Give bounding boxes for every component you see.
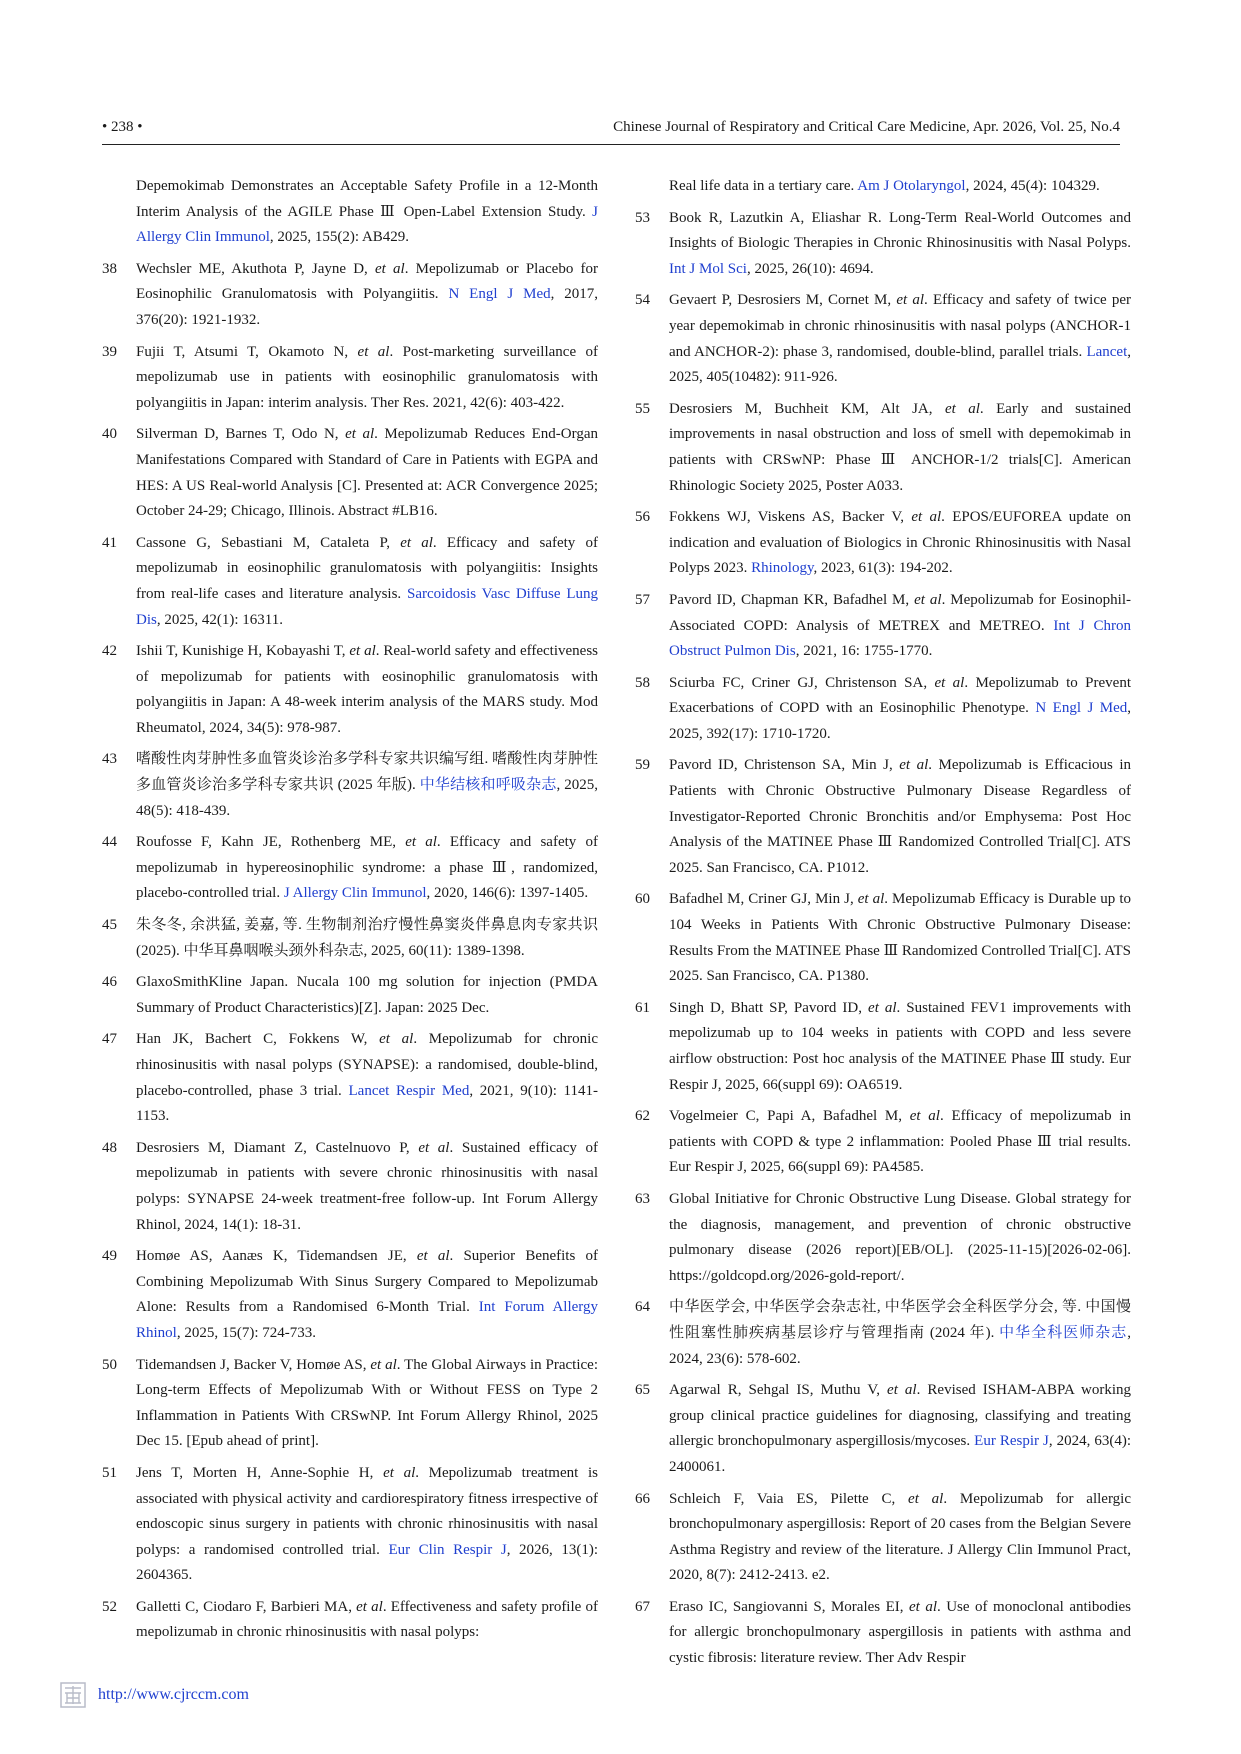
reference-51 xyxy=(102,1461,598,1589)
reference-text xyxy=(669,588,1131,665)
reference-fragment: . Mepolizumab for allergic bronchopulmonary aspergillosis: Report of 20 cases from the Belgian Severe Asthma Registry and review of the literature. J Allergy Clin Immunol Pract, 2020, 8(7): 2412-2413. e2. xyxy=(669,1490,1131,1584)
reference-fragment: GlaxoSmithKline Japan. Nucala 100 mg solution for injection (PMDA Summary of Product Characteristics)[Z]. Japan: 2025 Dec. xyxy=(136,974,598,1016)
reference-fragment: , 2020, 146(6): 1397-1405. xyxy=(426,885,589,902)
reference-number: 41 xyxy=(102,534,117,551)
reference-fragment: , 2017, 376(20): 1921-1932. xyxy=(136,286,598,328)
reference-fragment: , 2025, 405(10482): 911-926. xyxy=(669,343,1131,386)
reference-text xyxy=(136,747,598,824)
reference-56 xyxy=(635,505,1131,582)
reference-text xyxy=(136,970,598,1021)
et-al: et al xyxy=(909,1108,940,1125)
et-al: et al xyxy=(934,674,965,691)
reference-text xyxy=(669,397,1131,499)
reference-fragment: , 2023, 61(3): 194-202. xyxy=(813,560,953,577)
reference-text xyxy=(136,1136,598,1238)
reference-63 xyxy=(635,1187,1131,1289)
reference-fragment: Real life data in a tertiary care. xyxy=(669,178,858,194)
reference-fragment: 中华医学会, 中华医学会杂志社, 中华医学会全科医学分会, 等. 中国慢性阻塞性肺疾病基层诊疗与管理指南 (2024 年). xyxy=(669,1299,1131,1341)
reference-fragment: Wechsler ME, Akuthota P, Jayne D, xyxy=(136,260,376,277)
reference-text xyxy=(669,1595,1131,1672)
journal-link[interactable]: Rhinology xyxy=(751,560,814,577)
reference-number: 51 xyxy=(102,1464,117,1481)
journal-seal-icon xyxy=(58,1680,88,1710)
reference-64 xyxy=(635,1295,1131,1372)
et-al: et al xyxy=(887,1382,917,1399)
reference-text xyxy=(669,1187,1131,1289)
et-al: et al xyxy=(908,1490,944,1507)
reference-fragment: . Use of monoclonal antibodies for allergic bronchopulmonary aspergillosis in patients with asthma and cystic fibrosis: literature review. Ther Adv Respir xyxy=(669,1598,1131,1667)
journal-link[interactable]: N Engl J Med xyxy=(448,286,551,303)
reference-text xyxy=(136,1461,598,1589)
reference-text xyxy=(669,288,1131,390)
reference-fragment: . Early and sustained improvements in nasal obstruction and loss of smell with depemokimab in patients with CRSwNP: Phase Ⅲ ANCHOR-1/2 trials[C]. American Rhinologic Society 2025, Poster A033. xyxy=(669,400,1131,494)
reference-number: 47 xyxy=(102,1031,117,1048)
et-al: et al xyxy=(896,292,925,309)
reference-fragment: . Effectiveness and safety profile of mepolizumab in chronic rhinosinusitis with nasal polyps: xyxy=(136,1598,598,1641)
reference-text xyxy=(136,913,598,964)
reference-44 xyxy=(102,830,598,907)
reference-47 xyxy=(102,1027,598,1129)
reference-text xyxy=(669,174,1131,200)
reference-text xyxy=(669,505,1131,582)
et-al: et al xyxy=(416,1248,450,1265)
reference-39 xyxy=(102,340,598,417)
reference-number: 59 xyxy=(635,757,650,774)
reference-fragment: . Efficacy and safety of mepolizumab in eosinophilic granulomatosis with polyangiitis: Insights from real-life cases and literature analysis. xyxy=(136,534,599,602)
reference-fragment: , 2025, 48(5): 418-439. xyxy=(136,777,599,819)
reference-57 xyxy=(635,588,1131,665)
references-left-column xyxy=(102,174,598,1652)
et-al: et al xyxy=(379,1031,414,1048)
reference-text xyxy=(136,1027,598,1129)
reference-number: 46 xyxy=(102,974,117,991)
reference-number: 60 xyxy=(635,891,650,908)
reference-text xyxy=(136,1595,598,1646)
reference-52 xyxy=(102,1595,598,1646)
reference-38 xyxy=(102,257,598,334)
page-footer xyxy=(58,1680,458,1710)
reference-fragment: , 2025, 392(17): 1710-1720. xyxy=(669,700,1131,742)
et-al: et al xyxy=(909,1598,937,1615)
reference-text xyxy=(669,1295,1131,1372)
reference-number: 61 xyxy=(635,999,650,1016)
journal-link[interactable]: Int J Mol Sci xyxy=(669,260,747,277)
et-al: et al xyxy=(868,999,897,1016)
reference-62 xyxy=(635,1104,1131,1181)
reference-45 xyxy=(102,913,598,964)
reference-fragment: Fujii T, Atsumi T, Okamoto N, xyxy=(136,343,358,360)
reference-49 xyxy=(102,1244,598,1346)
reference-continuation xyxy=(635,174,1131,200)
reference-fragment: Bafadhel M, Criner GJ, Min J, xyxy=(669,891,858,908)
reference-fragment: , 2026, 13(1): 2604365. xyxy=(136,1541,599,1584)
reference-number: 58 xyxy=(635,674,650,691)
reference-fragment: Tidemandsen J, Backer V, Homøe AS, xyxy=(136,1356,371,1373)
reference-fragment: . Efficacy of mepolizumab in patients with COPD & type 2 inflammation: Pooled Phase Ⅲ trial results. Eur Respir J, 2025, 66(suppl 69): PA4585. xyxy=(669,1108,1131,1176)
reference-fragment: Vogelmeier C, Papi A, Bafadhel M, xyxy=(669,1108,910,1125)
reference-number: 48 xyxy=(102,1139,117,1156)
reference-number: 50 xyxy=(102,1356,117,1373)
et-al: et al xyxy=(400,534,433,551)
reference-fragment: Global Initiative for Chronic Obstructive Lung Disease. Global strategy for the diagnosis, management, and prevention of chronic obstructive pulmonary disease (2026 report)[EB/OL]. (2025-11-15)[2026-02-06]. https://goldcopd.org/2026-gold-report/. xyxy=(669,1190,1131,1284)
reference-number: 67 xyxy=(635,1598,650,1615)
reference-fragment: Ishii T, Kunishige H, Kobayashi T, xyxy=(136,643,350,660)
reference-number: 57 xyxy=(635,591,650,608)
reference-41 xyxy=(102,531,598,633)
reference-fragment: Pavord ID, Christenson SA, Min J, xyxy=(669,757,900,774)
reference-67 xyxy=(635,1595,1131,1672)
reference-fragment: . Mepolizumab to Prevent Exacerbations of COPD with an Eosinophilic Phenotype. xyxy=(669,674,1132,717)
reference-fragment: Galletti C, Ciodaro F, Barbieri MA, xyxy=(136,1598,357,1615)
et-al: et al xyxy=(857,891,885,908)
journal-citation: Chinese Journal of Respiratory and Critical Care Medicine, Apr. 2026, Vol. 25, No.4 xyxy=(613,119,1120,135)
reference-61 xyxy=(635,996,1131,1098)
journal-link[interactable]: Am J Otolaryngol xyxy=(857,178,966,194)
reference-number: 64 xyxy=(635,1299,650,1316)
reference-number: 62 xyxy=(635,1108,650,1125)
reference-text xyxy=(669,1378,1131,1480)
journal-link[interactable]: Lancet Respir Med xyxy=(348,1082,470,1099)
reference-fragment: Singh D, Bhatt SP, Pavord ID, xyxy=(669,999,869,1016)
reference-number: 56 xyxy=(635,509,650,526)
reference-fragment: . Mepolizumab for Eosinophil-Associated COPD: Analysis of METREX and METREO. xyxy=(669,591,1131,634)
journal-link[interactable]: 中华全科医师杂志 xyxy=(999,1324,1128,1341)
reference-text xyxy=(669,1487,1131,1589)
reference-fragment: , 2025, 155(2): AB429. xyxy=(269,229,410,246)
reference-number: 42 xyxy=(102,643,117,660)
reference-number: 53 xyxy=(635,209,650,226)
reference-fragment: . Mepolizumab Reduces End-Organ Manifestations Compared with Standard of Care in Patients with EGPA and HES: A US Real-world Analysis [C]. Presented at: ACR Convergence 2025; October 24-29; Chicago, Illinois. Abstract #LB16. xyxy=(136,426,598,520)
et-al: et al xyxy=(914,591,942,608)
reference-text xyxy=(669,671,1131,748)
reference-fragment: Silverman D, Barnes T, Odo N, xyxy=(136,426,346,443)
reference-number: 43 xyxy=(102,751,117,768)
reference-number: 45 xyxy=(102,917,117,934)
reference-number: 65 xyxy=(635,1382,650,1399)
reference-text xyxy=(669,206,1131,283)
reference-fragment: . Revised ISHAM-ABPA working group clinical practice guidelines for diagnosing, classifying and treating allergic bronchopulmonary aspergillosis/mycoses. xyxy=(669,1382,1131,1450)
reference-number: 66 xyxy=(635,1490,650,1507)
reference-fragment: . Mepolizumab for chronic rhinosinusitis with nasal polyps (SYNAPSE): a randomised, double-blind, placebo-controlled, phase 3 trial. xyxy=(136,1031,598,1099)
reference-text xyxy=(136,1244,598,1346)
reference-50 xyxy=(102,1353,598,1455)
reference-number: 38 xyxy=(102,260,117,277)
reference-fragment: Han JK, Bachert C, Fokkens W, xyxy=(136,1031,380,1048)
reference-fragment: . Mepolizumab Efficacy is Durable up to 104 Weeks in Patients With Chronic Obstructive Pulmonary Disease: Results From the MATINEE Phase Ⅲ Randomized Controlled Trial[C]. ATS 2025. San Francisco, CA. P1380. xyxy=(669,891,1131,985)
reference-text xyxy=(136,340,598,417)
journal-link[interactable]: Eur Clin Respir J xyxy=(388,1541,507,1558)
reference-48 xyxy=(102,1136,598,1238)
reference-fragment: Depemokimab Demonstrates an Acceptable Safety Profile in a 12-Month Interim Analysis of the AGILE Phase Ⅲ Open-Label Extension Study. xyxy=(136,178,598,220)
et-al: et al xyxy=(383,1464,416,1481)
reference-number: 54 xyxy=(635,292,650,309)
reference-55 xyxy=(635,397,1131,499)
reference-fragment: , 2021, 16: 1755-1770. xyxy=(795,643,933,660)
reference-fragment: Homøe AS, Aanæs K, Tidemandsen JE, xyxy=(136,1248,417,1265)
reference-46 xyxy=(102,970,598,1021)
et-al: et al xyxy=(944,400,980,417)
reference-fragment: . Mepolizumab or Placebo for Eosinophilic Granulomatosis with Polyangiitis. xyxy=(136,260,599,303)
journal-link[interactable]: Lancet xyxy=(1086,343,1128,360)
reference-text xyxy=(136,257,598,334)
reference-fragment: . Mepolizumab treatment is associated with physical activity and cardiorespiratory fitness irrespective of endoscopic sinus surgery in patients with chronic rhinosinusitis with nasal polyps: a randomised controlled trial. xyxy=(136,1464,598,1558)
journal-link[interactable]: 中华结核和呼吸杂志 xyxy=(419,777,557,794)
references-right-column xyxy=(635,174,1131,1678)
page-number: • 238 • xyxy=(102,119,143,135)
journal-link[interactable]: Int J Chron Obstruct Pulmon Dis xyxy=(669,617,1131,660)
reference-fragment: Desrosiers M, Diamant Z, Castelnuovo P, xyxy=(136,1139,419,1156)
journal-link[interactable]: J Allergy Clin Immunol xyxy=(136,203,598,246)
reference-fragment: Roufosse F, Kahn JE, Rothenberg ME, xyxy=(136,834,406,851)
reference-number: 44 xyxy=(102,834,117,851)
reference-42 xyxy=(102,639,598,741)
reference-text xyxy=(669,996,1131,1098)
reference-text xyxy=(136,422,598,524)
reference-number: 39 xyxy=(102,343,117,360)
reference-66 xyxy=(635,1487,1131,1589)
reference-fragment: 嗜酸性肉芽肿性多血管炎诊治多学科专家共识编写组. 嗜酸性肉芽肿性多血管炎诊治多学科专家共识 (2025 年版). xyxy=(136,751,598,794)
reference-58 xyxy=(635,671,1131,748)
reference-fragment: Cassone G, Sebastiani M, Cataleta P, xyxy=(136,534,401,551)
reference-60 xyxy=(635,887,1131,989)
reference-fragment: , 2025, 15(7): 724-733. xyxy=(176,1324,316,1341)
reference-number: 52 xyxy=(102,1598,117,1615)
reference-65 xyxy=(635,1378,1131,1480)
reference-fragment: Fokkens WJ, Viskens AS, Backer V, xyxy=(669,509,912,526)
et-al: et al xyxy=(375,260,405,277)
et-al: et al xyxy=(405,834,437,851)
reference-fragment: . Mepolizumab is Efficacious in Patients with Chronic Obstructive Pulmonary Disease Regardless of Investigator-Reported Chronic Bronchitis and/or Emphysema: Post Hoc Analysis of the MATINEE Phase Ⅲ Randomized Controlled Trial[C]. ATS 2025. San Francisco, CA. P1012. xyxy=(669,757,1132,876)
reference-fragment: . Efficacy and safety of mepolizumab in hypereosinophilic syndrome: a phase Ⅲ, randomized, placebo-controlled trial. xyxy=(136,834,598,902)
reference-fragment: . EPOS/EUFOREA update on indication and evaluation of Biologics in Chronic Rhinosinusitis with Nasal Polyps 2023. xyxy=(669,509,1131,577)
reference-fragment: . Sustained efficacy of mepolizumab in patients with severe chronic rhinosinusitis with nasal polyps: SYNAPSE 24-week treatment-free follow-up. Int Forum Allergy Rhinol, 2024, 14(1): 18-31. xyxy=(136,1139,599,1233)
reference-59 xyxy=(635,753,1131,881)
reference-text xyxy=(136,1353,598,1455)
journal-link[interactable]: N Engl J Med xyxy=(1035,700,1128,717)
reference-text xyxy=(669,753,1131,881)
reference-fragment: Sciurba FC, Criner GJ, Christenson SA, xyxy=(669,674,935,691)
reference-fragment: , 2024, 45(4): 104329. xyxy=(965,178,1100,194)
journal-link[interactable]: Sarcoidosis Vasc Diffuse Lung Dis xyxy=(136,585,598,628)
reference-fragment: . Superior Benefits of Combining Mepolizumab With Sinus Surgery Compared to Mepolizumab Alone: Results from a Randomised 6-Month Trial. xyxy=(136,1248,599,1316)
et-al: et al xyxy=(370,1356,397,1373)
reference-fragment: , 2025, 26(10): 4694. xyxy=(746,260,874,277)
reference-fragment: . Real-world safety and effectiveness of mepolizumab for patients with eosinophilic granulomatosis with polyangiitis in Japan: A 48-week interim analysis of the MARS study. Mod Rheumatol, 2024, 34(5): 978-987. xyxy=(136,643,598,736)
et-al: et al xyxy=(349,643,376,660)
et-al: et al xyxy=(356,1598,383,1615)
reference-text xyxy=(136,531,598,633)
reference-text xyxy=(136,830,598,907)
reference-text xyxy=(669,1104,1131,1181)
reference-fragment: . The Global Airways in Practice: Long-term Effects of Mepolizumab With or Without FESS on Type 2 Inflammation in Patients With CRSwNP. Int Forum Allergy Rhinol, 2025 Dec 15. [Epub ahead of print]. xyxy=(136,1356,598,1450)
reference-43 xyxy=(102,747,598,824)
reference-54 xyxy=(635,288,1131,390)
reference-fragment: Gevaert P, Desrosiers M, Cornet M, xyxy=(669,292,897,309)
reference-fragment: Schleich F, Vaia ES, Pilette C, xyxy=(669,1490,909,1507)
reference-fragment: Book R, Lazutkin A, Eliashar R. Long-Term Real-World Outcomes and Insights of Biologic Therapies in Chronic Rhinosinusitis with Nasal Polyps. xyxy=(669,209,1131,252)
reference-fragment: 朱冬冬, 余洪猛, 姜嘉, 等. 生物制剂治疗慢性鼻窦炎伴鼻息肉专家共识 (2025). 中华耳鼻咽喉头颈外科杂志, 2025, 60(11): 1389-1398. xyxy=(136,917,598,959)
et-al: et al xyxy=(899,757,929,774)
reference-text xyxy=(136,174,598,251)
et-al: et al xyxy=(357,343,390,360)
reference-fragment: , 2025, 42(1): 16311. xyxy=(156,611,283,628)
reference-fragment: Desrosiers M, Buchheit KM, Alt JA, xyxy=(669,400,945,417)
journal-link[interactable]: Eur Respir J xyxy=(974,1433,1049,1450)
reference-text xyxy=(136,639,598,741)
reference-fragment: . Sustained FEV1 improvements with mepolizumab up to 104 weeks in patients with COPD and less severe airflow obstruction: Post hoc analysis of the MATINEE Phase Ⅲ study. Eur Respir J, 2025, 66(suppl 69): OA6519. xyxy=(669,999,1132,1093)
reference-fragment: , 2021, 9(10): 1141-1153. xyxy=(136,1082,598,1125)
journal-link[interactable]: J Allergy Clin Immunol xyxy=(283,885,427,902)
reference-53 xyxy=(635,206,1131,283)
reference-fragment: . Post-marketing surveillance of mepolizumab use in patients with eosinophilic granulomatosis with polyangiitis in Japan: interim analysis. Ther Res. 2021, 42(6): 403-422. xyxy=(136,343,598,411)
reference-continuation xyxy=(102,174,598,251)
running-header xyxy=(102,118,1120,145)
reference-number: 63 xyxy=(635,1190,650,1207)
et-al: et al xyxy=(911,509,942,526)
reference-text xyxy=(669,887,1131,989)
reference-fragment: , 2024, 23(6): 578-602. xyxy=(669,1324,1131,1367)
reference-fragment: Jens T, Morten H, Anne-Sophie H, xyxy=(136,1464,384,1481)
reference-fragment: Eraso IC, Sangiovanni S, Morales EI, xyxy=(669,1598,909,1615)
reference-number: 40 xyxy=(102,426,117,443)
reference-fragment: . Efficacy and safety of twice per year depemokimab in chronic rhinosinusitis with nasal polyps (ANCHOR-1 and ANCHOR-2): phase 3, randomised, double-blind, parallel trials. xyxy=(669,292,1131,360)
et-al: et al xyxy=(345,426,375,443)
journal-website-link[interactable]: http://www.cjrccm.com xyxy=(98,1686,249,1703)
reference-40 xyxy=(102,422,598,524)
journal-link[interactable]: Int Forum Allergy Rhinol xyxy=(136,1299,598,1341)
reference-number: 49 xyxy=(102,1248,117,1265)
reference-fragment: Agarwal R, Sehgal IS, Muthu V, xyxy=(669,1382,888,1399)
et-al: et al xyxy=(418,1139,450,1156)
reference-number: 55 xyxy=(635,400,650,417)
reference-fragment: , 2024, 63(4): 2400061. xyxy=(669,1433,1131,1475)
reference-fragment: Pavord ID, Chapman KR, Bafadhel M, xyxy=(669,591,915,608)
